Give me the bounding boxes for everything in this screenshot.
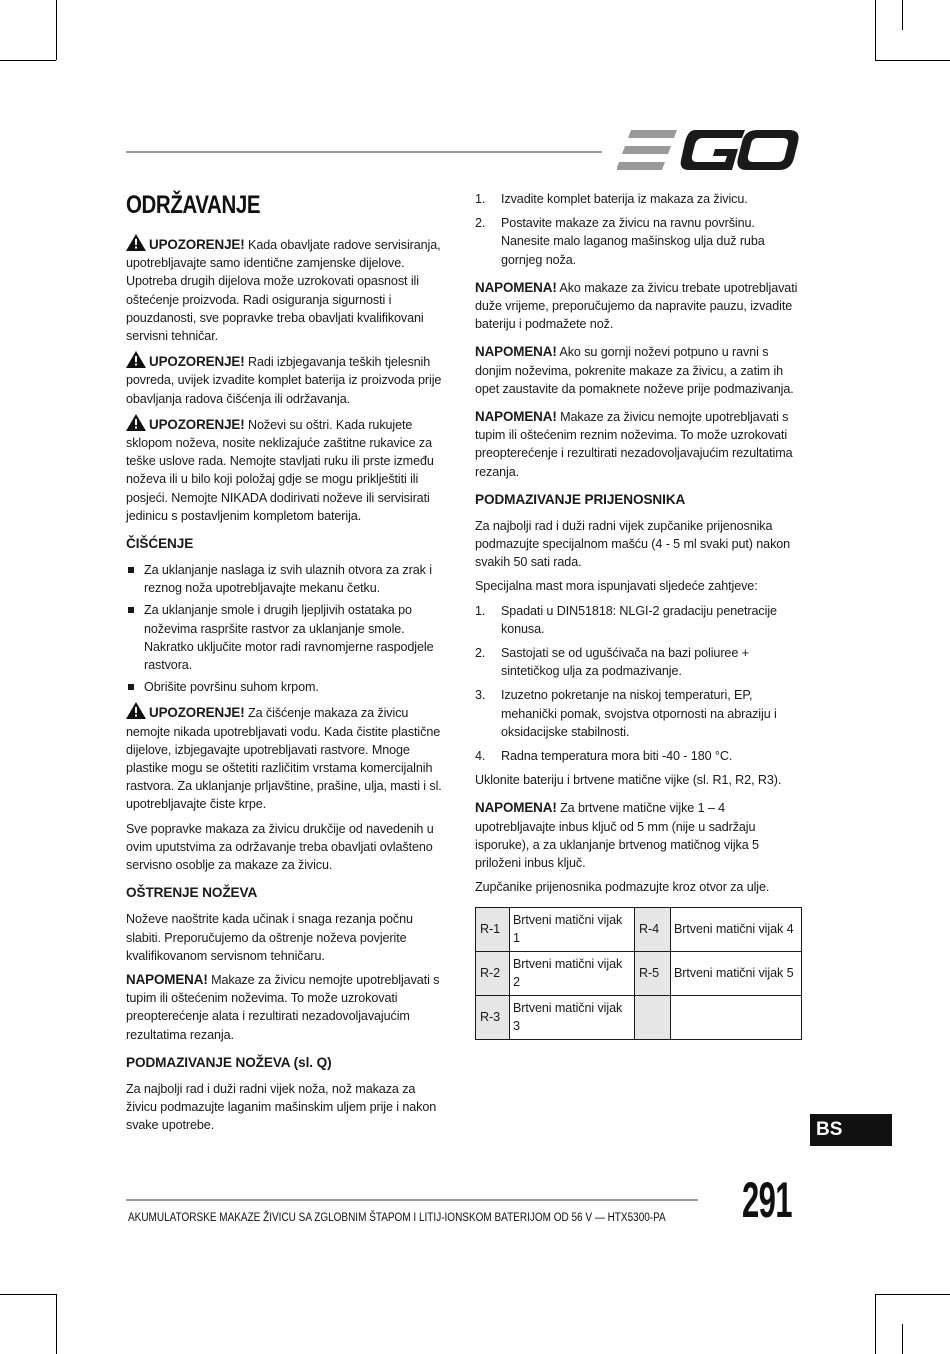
warning-icon bbox=[126, 234, 146, 251]
bullet-icon bbox=[128, 567, 134, 573]
warning-paragraph bbox=[126, 702, 448, 813]
list-item bbox=[475, 644, 805, 680]
note-text: Makaze za živicu nemojte upotrebljavati s tupim ili oštećenim noževima. To može uzrokovati preopterećenje alata i rezultirati nezadovoljavajućim rezultatima rezanja. bbox=[126, 972, 440, 1042]
section-heading-sharpening: OŠTRENJE NOŽEVA bbox=[126, 885, 258, 901]
language-tab: BS bbox=[810, 1114, 892, 1146]
table-cell-name: Brtveni matični vijak 3 bbox=[510, 995, 635, 1039]
step-text: Izuzetno pokretanje na niskoj temperaturi, EP, mehanički pomak, svojstva otpornosti na abraziju i oksidacijske stabilnosti. bbox=[501, 688, 777, 739]
list-item bbox=[475, 190, 805, 208]
warning-label: UPOZORENJE! bbox=[149, 237, 245, 252]
list-item bbox=[126, 678, 448, 696]
table-cell-name: Brtveni matični vijak 5 bbox=[671, 951, 802, 995]
table-cell-code: R-4 bbox=[635, 907, 671, 951]
section-heading-blade-lubrication: PODMAZIVANJE NOŽEVA (sl. Q) bbox=[126, 1054, 332, 1070]
note-paragraph bbox=[126, 971, 448, 1044]
warning-label: UPOZORENJE! bbox=[149, 354, 245, 370]
step-number: 2. bbox=[475, 646, 486, 661]
left-column bbox=[126, 190, 448, 1140]
note-paragraph bbox=[475, 408, 805, 481]
list-item bbox=[126, 561, 448, 597]
warning-paragraph bbox=[126, 414, 448, 525]
table-row bbox=[476, 951, 802, 995]
step-text: Radna temperatura mora biti -40 - 180 °C. bbox=[501, 749, 733, 764]
header-rule bbox=[126, 151, 602, 153]
cleaning-list bbox=[126, 561, 448, 696]
crop-mark bbox=[56, 0, 57, 60]
section-heading-gearbox: PODMAZIVANJE PRIJENOSNIKA bbox=[475, 491, 686, 507]
note-text: Makaze za živicu nemojte upotrebljavati s tupim ili oštećenim reznim noževima. To može uzrokovati preopterećenje i rezultirati nezadovoljavajućim rezultatima rezanja. bbox=[475, 410, 793, 479]
crop-mark bbox=[902, 0, 903, 30]
note-label: NAPOMENA! bbox=[475, 800, 557, 816]
right-column bbox=[475, 190, 805, 1040]
warning-label: UPOZORENJE! bbox=[149, 705, 245, 721]
section-heading-cleaning: ČIŠĆENJE bbox=[126, 536, 194, 552]
crop-mark bbox=[902, 1324, 903, 1354]
step-number: 4. bbox=[475, 749, 486, 764]
table-cell-code: R-2 bbox=[476, 951, 510, 995]
table-cell-name: Brtveni matični vijak 2 bbox=[510, 951, 635, 995]
gearbox-intro: Za najbolji rad i duži radni vijek zupčanike prijenosnika podmazujte specijalnom mašću (4 - 5 ml svaki put) nakon svakih 50 sati rada. bbox=[475, 518, 791, 570]
footer-rule bbox=[126, 1199, 698, 1201]
warning-text: Noževi su oštri. Kada rukujete sklopom noževa, nosite neklizajuće zaštitne rukavice za teške uslove rada. Nemojte stavljati ruku ili prste između noževa ili u bilo koji položaj gdje se mogu priklještiti ili posjeći. Nemojte NIKADA dodirivati noževe ili servisirati jedinicu s postavljenim kompletom baterija. bbox=[126, 417, 434, 523]
final-paragraph: Zupčanike prijenosnika podmazujte kroz otvor za ulje. bbox=[475, 880, 770, 895]
table-cell-code bbox=[635, 995, 671, 1039]
bullet-icon bbox=[128, 684, 134, 690]
note-paragraph bbox=[475, 279, 805, 334]
warning-paragraph bbox=[126, 351, 448, 408]
crop-mark bbox=[0, 1294, 56, 1295]
step-number: 1. bbox=[475, 192, 486, 206]
repairs-paragraph: Sve popravke makaza za živicu drukčije od navedenih u ovim uputstvima za održavanje treba obavljati ovlašteno servisno osoblje za makaze za živicu. bbox=[126, 821, 434, 873]
step-text: Postavite makaze za živicu na ravnu površinu. Nanesite malo laganog mašinskog ulja duž ruba gornjeg noža. bbox=[501, 216, 765, 267]
list-item bbox=[475, 747, 805, 765]
table-row bbox=[476, 995, 802, 1039]
parts-table bbox=[475, 907, 802, 1040]
warning-icon bbox=[126, 702, 146, 719]
note-label: NAPOMENA! bbox=[475, 344, 557, 360]
table-row bbox=[476, 907, 802, 951]
sharpening-paragraph: Noževe naoštrite kada učinak i snaga rezanja počnu slabiti. Preporučujemo da oštrenje noževa povjerite kvalifikovanom servisnom tehničaru. bbox=[126, 912, 413, 963]
step-number: 3. bbox=[475, 688, 486, 703]
table-cell-code: R-3 bbox=[476, 995, 510, 1039]
step-text: Izvadite komplet baterija iz makaza za živicu. bbox=[501, 192, 748, 206]
note-text: Ako su gornji noževi potpuno u ravni s donjim noževima, pokrenite makaze za živicu, a zatim ih opet zaustavite da pomaknete noževe prije podmazivanja. bbox=[475, 345, 794, 396]
list-item bbox=[475, 214, 805, 269]
note-paragraph bbox=[475, 799, 805, 872]
crop-mark bbox=[56, 1294, 57, 1354]
lubrication-paragraph: Za najbolji rad i duži radni vijek noža, nož makaza za živicu podmazujte laganim mašinskim uljem prije i nakon svake upotrebe. bbox=[126, 1081, 437, 1133]
warning-text: Radi izbjegavanja teških tjelesnih povreda, uvijek izvadite komplet baterija iz proizvoda prije obavljanja radova čišćenja ili održavanja. bbox=[126, 355, 442, 406]
crop-mark bbox=[875, 1294, 950, 1295]
note-label: NAPOMENA! bbox=[475, 409, 557, 425]
table-cell-name bbox=[671, 995, 802, 1039]
page-title: ODRŽAVANJE bbox=[126, 191, 261, 219]
step-number: 1. bbox=[475, 603, 486, 618]
footer-text: AKUMULATORSKE MAKAZE ŽIVICU SA ZGLOBNIM ŠTAPOM I LITIJ-IONSKOM BATERIJOM OD 56 V — HTX5300-PA bbox=[128, 1210, 666, 1224]
bullet-icon bbox=[128, 607, 134, 613]
page-number: 291 bbox=[742, 1172, 792, 1228]
list-item bbox=[475, 686, 805, 741]
note-label: NAPOMENA! bbox=[126, 971, 208, 987]
table-cell-name: Brtveni matični vijak 1 bbox=[510, 907, 635, 951]
warning-text: Kada obavljate radove servisiranja, upotrebljavajte samo identične zamjenske dijelove. Upotreba drugih dijelova može uzrokovati opasnost ili oštećenje proizvoda. Radi osiguranja sigurnosti i pouzdanosti, sve popravke treba obavljati kvalifikovani servisni tehničar. bbox=[126, 238, 441, 344]
ego-logo bbox=[617, 128, 799, 172]
list-item-text: Za uklanjanje naslaga iz svih ulaznih otvora za zrak i reznog noža upotrebljavajte mekanu četku. bbox=[144, 563, 432, 596]
warning-text: Za čišćenje makaza za živicu nemojte nikada upotrebljavati vodu. Kada čistite plastične dijelove, izbjegavajte upotrebljavati rastvore. Mnoge plastike mogu se oštetiti različitim vrstama komercijalnih rastvora. Za uklanjanje prljavštine, prašine, ulja, masti i sl. upotrebljavajte čiste krpe. bbox=[126, 706, 442, 812]
table-cell-code: R-5 bbox=[635, 951, 671, 995]
crop-mark bbox=[875, 60, 950, 61]
list-item bbox=[475, 602, 805, 638]
warning-paragraph bbox=[126, 234, 448, 345]
step-number: 2. bbox=[475, 216, 486, 231]
crop-mark bbox=[0, 60, 56, 61]
warning-icon bbox=[126, 414, 146, 431]
table-cell-code: R-1 bbox=[476, 907, 510, 951]
warning-icon bbox=[126, 351, 146, 368]
table-cell-name: Brtveni matični vijak 4 bbox=[671, 907, 802, 951]
requirements-list bbox=[475, 602, 805, 766]
requirements-intro: Specijalna mast mora ispunjavati sljedeće zahtjeve: bbox=[475, 579, 758, 594]
step-text: Sastojati se od ugušćivača na bazi poliuree + sintetičkog ulja za podmazivanje. bbox=[501, 646, 749, 679]
note-text: Ako makaze za živicu trebate upotrebljavati duže vrijeme, preporučujemo da napravite pauzu, izvadite bateriju i podmažete nož. bbox=[475, 280, 798, 332]
crop-mark bbox=[875, 0, 876, 60]
note-label: NAPOMENA! bbox=[475, 279, 557, 295]
lubrication-steps bbox=[475, 190, 805, 269]
warning-label: UPOZORENJE! bbox=[149, 416, 245, 432]
list-item-text: Obrišite površinu suhom krpom. bbox=[144, 680, 319, 695]
list-item-text: Za uklanjanje smole i drugih ljepljivih ostataka po noževima raspršite rastvor za uklanjanje smole. Nakratko uključite motor radi ravnomjerne raspodjele rastvora. bbox=[144, 603, 434, 673]
crop-mark bbox=[875, 1294, 876, 1354]
note-text: Za brtvene matične vijke 1 – 4 upotrebljavajte inbus ključ od 5 mm (nije u sadržaju isporuke), a za uklanjanje brtvenog matičnog vijka 5 priloženi inbus ključ. bbox=[475, 801, 759, 871]
note-paragraph bbox=[475, 343, 805, 398]
list-item bbox=[126, 601, 448, 674]
remove-paragraph: Uklonite bateriju i brtvene matične vijke (sl. R1, R2, R3). bbox=[475, 773, 782, 788]
step-text: Spadati u DIN51818: NLGI-2 gradaciju penetracije konusa. bbox=[501, 603, 777, 636]
